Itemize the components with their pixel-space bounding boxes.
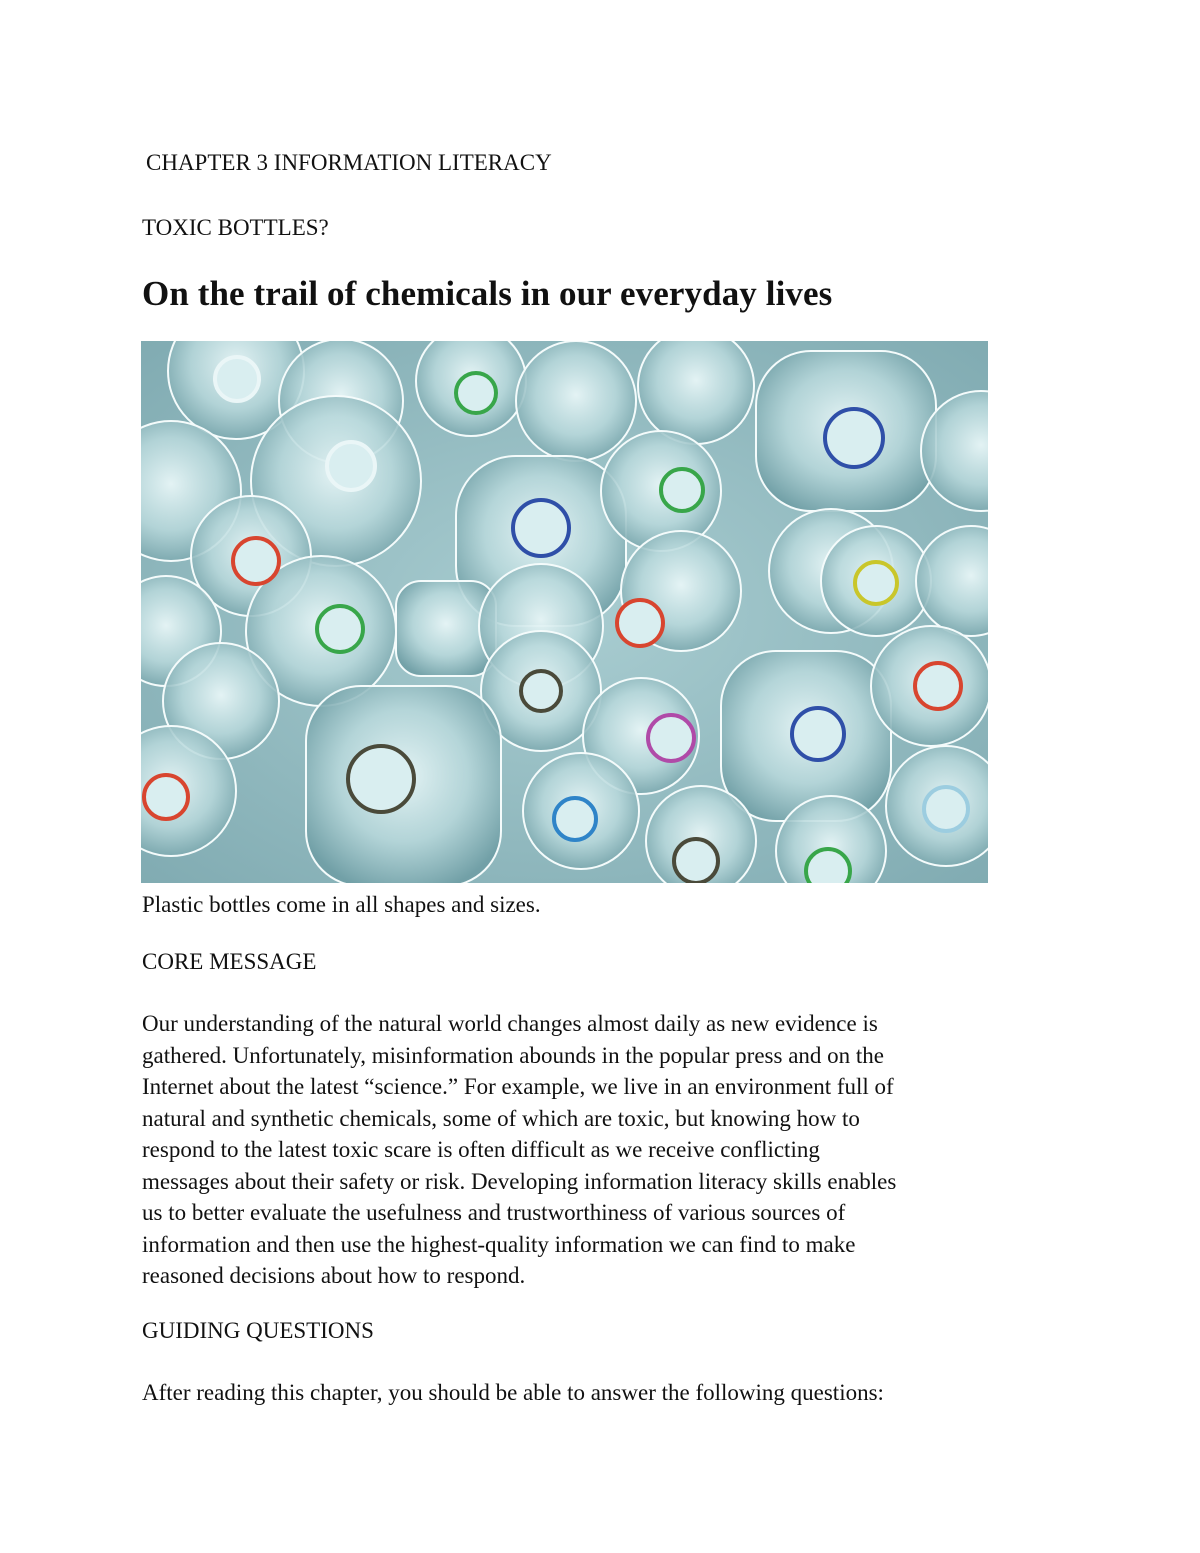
bottle-neck: [233, 538, 279, 584]
paragraph-line: Our understanding of the natural world changes almost daily as new evidence is: [142, 1011, 878, 1036]
guiding-questions-heading: GUIDING QUESTIONS: [142, 1318, 374, 1343]
paragraph-line: information and then use the highest-quality information we can find to make: [142, 1231, 856, 1257]
guiding-questions-intro: After reading this chapter, you should be able to answer the following questions:: [142, 1380, 884, 1405]
paragraph-line: us to better evaluate the usefulness and trustworthiness of various sources of: [142, 1200, 846, 1225]
paragraph-line: Internet about the latest “science.” For example, we live in an environment full of: [142, 1074, 894, 1099]
paragraph-line: reasoned decisions about how to respond.: [142, 1263, 526, 1288]
bottle-neck: [825, 409, 883, 467]
bottle-neck: [915, 663, 961, 709]
section-label: TOXIC BOTTLES?: [142, 215, 329, 240]
bottle-neck: [617, 600, 663, 646]
paragraph-line: gathered. Unfortunately, misinformation abounds in the popular press and on the: [142, 1042, 884, 1068]
bottle-neck: [144, 775, 188, 819]
paragraph-line: respond to the latest toxic scare is often difficult as we receive conflicting: [142, 1137, 820, 1162]
plastic-bottles-photo: [141, 341, 988, 883]
page-title: On the trail of chemicals in our everyday lives: [142, 274, 833, 313]
paragraph-line: messages about their safety or risk. Developing information literacy skills enables: [142, 1168, 897, 1194]
bottle-neck: [674, 839, 718, 883]
paragraph-line: natural and synthetic chemicals, some of which are toxic, but knowing how to: [142, 1105, 860, 1131]
core-message-paragraph: [142, 1008, 1062, 1292]
bottle-neck: [924, 787, 968, 831]
bottle-neck: [456, 373, 496, 413]
bottle-neck: [855, 562, 897, 604]
bottle-neck: [806, 849, 850, 883]
bottle-neck: [661, 469, 703, 511]
bottle-neck: [327, 442, 375, 490]
bottle-neck: [554, 798, 596, 840]
bottle-neck: [348, 746, 414, 812]
bottle-neck: [792, 708, 844, 760]
bottle-neck: [648, 715, 694, 761]
bottle-neck: [317, 606, 363, 652]
bottle-neck: [513, 500, 569, 556]
bottle-neck: [521, 671, 561, 711]
core-message-heading: CORE MESSAGE: [142, 949, 317, 974]
bottle-neck: [215, 357, 259, 401]
chapter-heading: CHAPTER 3 INFORMATION LITERACY: [146, 150, 552, 175]
figure-caption: Plastic bottles come in all shapes and sizes.: [142, 892, 541, 917]
